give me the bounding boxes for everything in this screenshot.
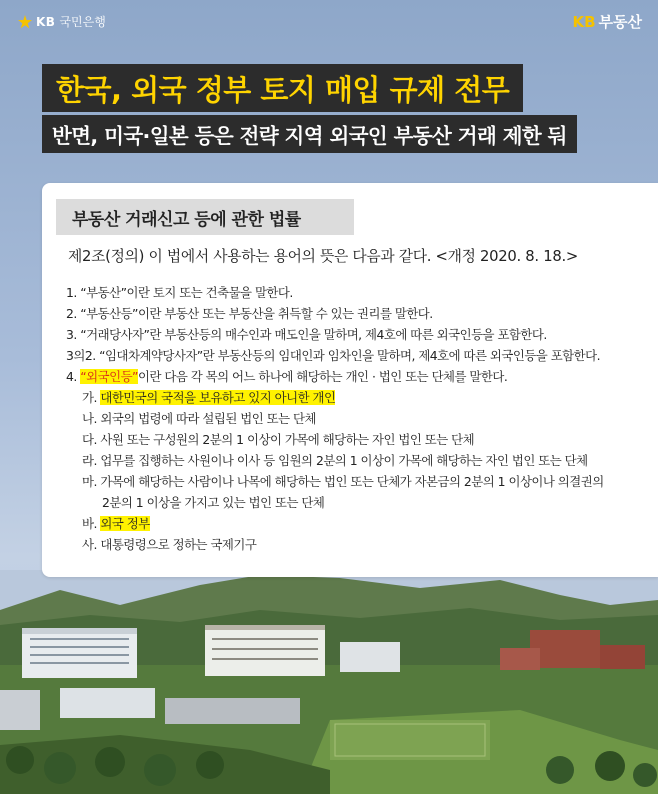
item-4-text: 이란 다음 각 목의 어느 하나에 해당하는 개인 · 법인 또는 단체를 말한다. [137, 369, 508, 384]
headline-title-bar [42, 64, 523, 112]
bank-logo-name: 국민은행 [59, 15, 106, 29]
highlighted-term-foreigner: “외국인등” [80, 369, 138, 384]
sub-item-da: 다. 사원 또는 구성원의 2분의 1 이상이 가목에 해당하는 자인 법인 또는 단체 [82, 432, 475, 447]
law-name-tab [56, 199, 354, 235]
kb-star-icon [18, 15, 32, 29]
sub-item-ra: 라. 업무를 집행하는 사원이나 이사 등 임원의 2분의 1 이상이 가목에 해당하는 자인 법인 또는 단체 [82, 453, 588, 468]
item-4-number: 4. [66, 369, 81, 384]
law-name: 부동산 거래신고 등에 관한 법률 [72, 209, 301, 230]
sub-item-ga-label: 가. [82, 390, 101, 405]
highlighted-foreign-government: 외국 정부 [100, 516, 150, 531]
kb-real-estate-logo [572, 11, 642, 32]
definition-item-3: 3. “거래당사자”란 부동산등의 매수인과 매도인을 말하며, 제4호에 따른 외국인등을 포함한다. [66, 327, 547, 342]
sub-item-ma: 마. 가목에 해당하는 사람이나 나목에 해당하는 법인 또는 단체가 자본금의 2분의 1 이상이나 의결권의 [82, 474, 604, 489]
headline-title: 한국, 외국 정부 토지 매입 규제 전무 [56, 72, 510, 107]
law-card [42, 183, 658, 577]
brand-logo-mark: KB [572, 12, 596, 31]
kb-kookmin-bank-logo [18, 13, 106, 30]
highlighted-non-citizen: 대한민국의 국적을 보유하고 있지 아니한 개인 [100, 390, 336, 405]
sub-item-ga [66, 387, 656, 408]
definition-list [66, 282, 656, 555]
sub-item-ba [66, 513, 656, 534]
sub-item-ma-continued: 2분의 1 이상을 가지고 있는 법인 또는 단체 [102, 495, 325, 510]
sub-item-na: 나. 외국의 법령에 따라 설립된 법인 또는 단체 [82, 411, 316, 426]
headline-subtitle-bar [42, 115, 577, 153]
definition-item-4 [66, 366, 656, 387]
definition-item-3-2: 3의2. “임대차계약당사자”란 부동산등의 임대인과 임차인을 말하며, 제4호에 따른 외국인등을 포함한다. [66, 348, 601, 363]
sub-item-sa: 사. 대통령령으로 정하는 국제기구 [82, 537, 257, 552]
definition-item-2: 2. “부동산등”이란 부동산 또는 부동산을 취득할 수 있는 권리를 말한다. [66, 306, 433, 321]
definition-item-1: 1. “부동산”이란 토지 또는 건축물을 말한다. [66, 285, 293, 300]
bank-logo-mark: KB [36, 14, 56, 29]
city-landscape-image [0, 570, 658, 794]
headline-subtitle: 반면, 미국·일본 등은 전략 지역 외국인 부동산 거래 제한 둬 [52, 124, 567, 148]
sub-item-ba-label: 바. [82, 516, 101, 531]
article-heading: 제2조(정의) 이 법에서 사용하는 용어의 뜻은 다음과 같다. <개정 2020. 8. 18.> [68, 248, 578, 265]
brand-logo-name: 부동산 [598, 13, 642, 31]
